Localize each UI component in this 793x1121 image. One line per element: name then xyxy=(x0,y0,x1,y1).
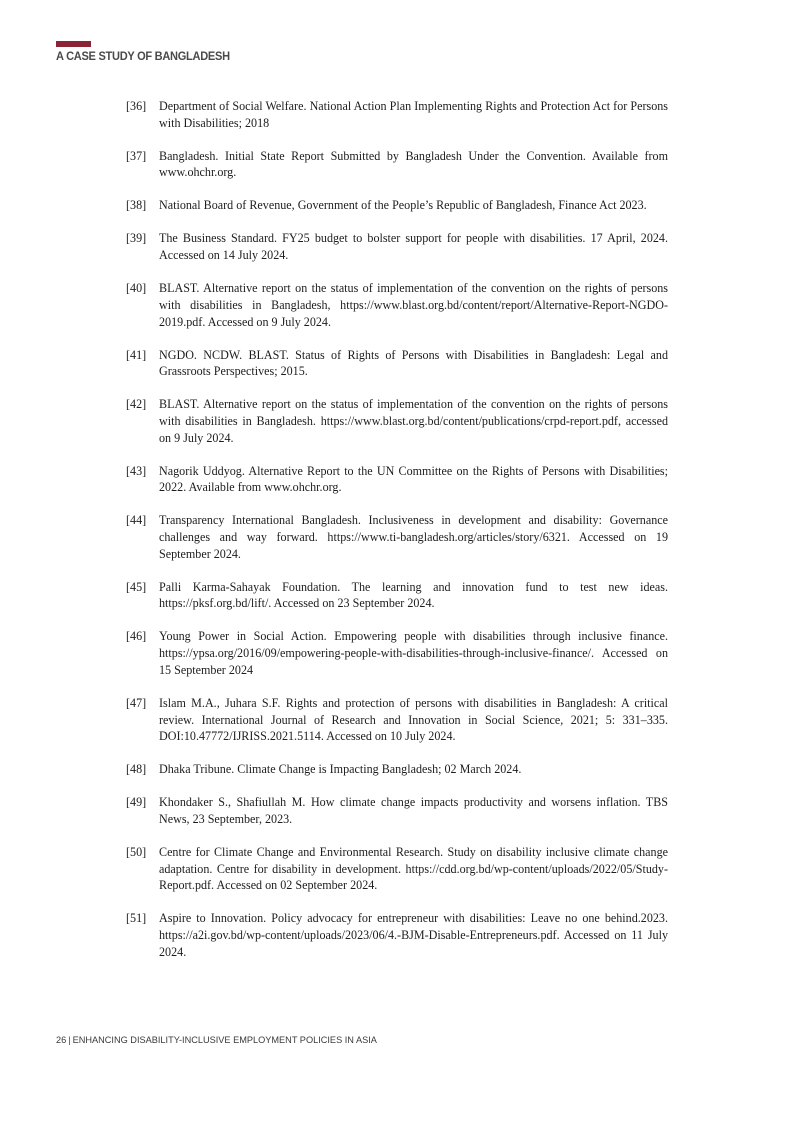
reference-item xyxy=(123,230,668,263)
reference-text: Department of Social Welfare. National Action Plan Implementing Rights and Protection Act for Persons with Disabilities; 2018 xyxy=(159,99,668,130)
reference-number: [37] xyxy=(126,148,147,163)
reference-item xyxy=(123,347,668,380)
reference-text: Bangladesh. Initial State Report Submitted by Bangladesh Under the Convention. Available from www.ohchr.org. xyxy=(159,148,668,180)
reference-text: Islam M.A., Juhara S.F. Rights and protection of persons with disabilities in Bangladesh: A critical review. International Journal of Research and Innovation in Social Science, 2021; 5: 331–335. DOI:10.47772/IJRISS.2021.5114. Accessed on 10 July 2024. xyxy=(159,695,668,744)
reference-number: [45] xyxy=(126,579,147,594)
reference-item xyxy=(123,98,668,131)
reference-item xyxy=(123,695,668,745)
reference-number: [40] xyxy=(126,281,147,296)
reference-text: Young Power in Social Action. Empowering people with disabilities through inclusive finance. https://ypsa.org/2016/09/empowering-people-with-disabilities-through-inclusive-finance/. Accessed on 15 September 2024 xyxy=(159,629,668,677)
reference-number: [42] xyxy=(126,397,147,412)
reference-text: Dhaka Tribune. Climate Change is Impacting Bangladesh; 02 March 2024. xyxy=(159,762,522,777)
page-footer xyxy=(56,1035,377,1045)
reference-text: BLAST. Alternative report on the status of implementation of the convention on the rights of persons with disabilities in Bangladesh, https://www.blast.org.bd/content/report/Alternative-Report-NGDO-2019.pdf. Accessed on 9 July 2024. xyxy=(159,281,668,329)
reference-number: [36] xyxy=(126,99,147,113)
reference-text: The Business Standard. FY25 budget to bolster support for people with disabilities. 17 April, 2024. Accessed on 14 July 2024. xyxy=(159,231,668,263)
reference-item xyxy=(123,280,668,330)
footer-title: ENHANCING DISABILITY-INCLUSIVE EMPLOYMENT POLICIES IN ASIA xyxy=(72,1035,377,1045)
header-accent-bar xyxy=(56,41,91,47)
reference-text: NGDO. NCDW. BLAST. Status of Rights of Persons with Disabilities in Bangladesh: Legal and Grassroots Perspectives; 2015. xyxy=(159,347,668,379)
reference-number: [48] xyxy=(126,762,147,777)
reference-text: Aspire to Innovation. Policy advocacy for entrepreneur with disabilities: Leave no one behind.2023. https://a2i.gov.bd/wp-content/uploads/2023/06/4.-BJM-Disable-Entrepreneurs.pdf. Accessed on 11 July 2024. xyxy=(159,911,668,959)
reference-item xyxy=(123,794,668,827)
running-head-title: A CASE STUDY OF BANGLADESH xyxy=(56,49,230,63)
reference-item xyxy=(123,396,668,446)
reference-number: [47] xyxy=(126,695,147,710)
reference-item xyxy=(123,148,668,181)
reference-list xyxy=(123,98,668,977)
reference-number: [38] xyxy=(126,198,147,213)
reference-text: Khondaker S., Shafiullah M. How climate change impacts productivity and worsens inflation. TBS News, 23 September, 2023. xyxy=(159,795,668,826)
reference-number: [50] xyxy=(126,844,147,859)
reference-text: Centre for Climate Change and Environmental Research. Study on disability inclusive climate change adaptation. Centre for disability in development. https://cdd.org.bd/wp-content/uploads/2022/05/Study-Report.pdf. Accessed on 02 September 2024. xyxy=(159,844,668,893)
reference-number: [49] xyxy=(126,795,147,810)
reference-text: Nagorik Uddyog. Alternative Report to the UN Committee on the Rights of Persons with Disabilities; 2022. Available from www.ohchr.org. xyxy=(159,463,668,495)
reference-item xyxy=(123,197,668,214)
reference-number: [43] xyxy=(126,463,147,478)
reference-text: BLAST. Alternative report on the status of implementation of the convention on the rights of persons with disabilities in Bangladesh. https://www.blast.org.bd/content/publications/crpd-report.pdf, accessed on 9 July 2024. xyxy=(159,397,668,445)
reference-item xyxy=(123,910,668,960)
reference-item xyxy=(123,628,668,678)
reference-text: Transparency International Bangladesh. Inclusiveness in development and disability: Governance challenges and way forward. https://www.ti-bangladesh.org/articles/story/6321. Accessed on 19 September 2024. xyxy=(159,513,668,561)
page-number: 26 xyxy=(56,1035,67,1045)
footer-separator: | xyxy=(68,1035,71,1045)
reference-number: [44] xyxy=(126,513,147,528)
reference-item xyxy=(123,463,668,496)
reference-item xyxy=(123,761,668,778)
reference-item xyxy=(123,844,668,894)
reference-item xyxy=(123,579,668,612)
reference-number: [41] xyxy=(126,347,147,362)
reference-text: National Board of Revenue, Government of the People’s Republic of Bangladesh, Finance Act 2023. xyxy=(159,198,647,213)
reference-number: [39] xyxy=(126,231,147,246)
reference-item xyxy=(123,512,668,562)
reference-text: Palli Karma-Sahayak Foundation. The learning and innovation fund to test new ideas. https://pksf.org.bd/lift/. Accessed on 23 September 2024. xyxy=(159,579,668,611)
reference-number: [46] xyxy=(126,629,147,644)
reference-number: [51] xyxy=(126,911,147,926)
